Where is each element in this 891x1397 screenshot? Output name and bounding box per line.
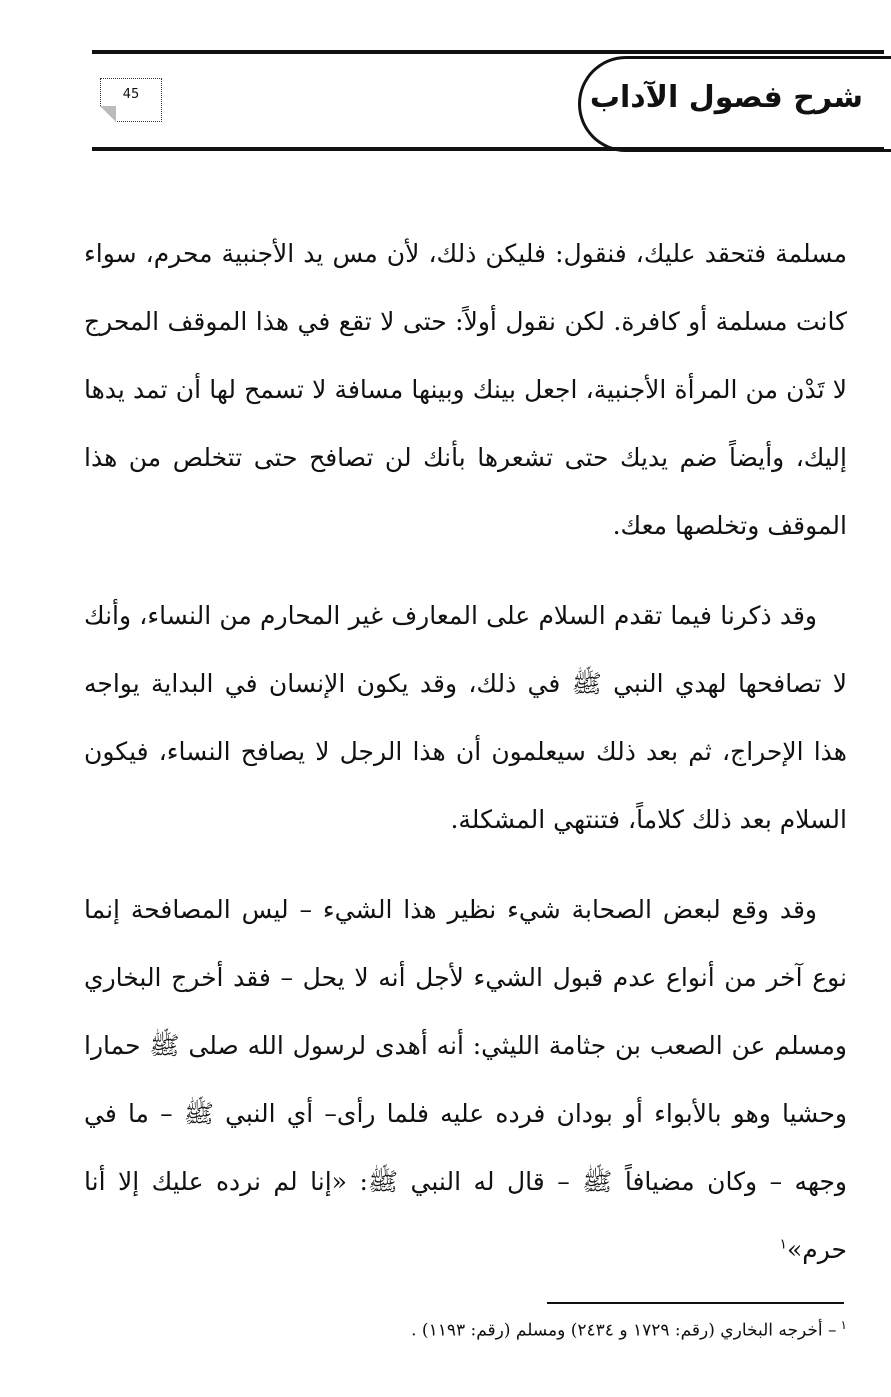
footnote-separator: [547, 1302, 844, 1304]
paragraph-1: [84, 220, 847, 560]
footnote-marker: ١: [840, 1318, 847, 1332]
paragraph-2-text: وقد ذكرنا فيما تقدم السلام على المعارف غير المحارم من النساء، وأنك لا تصافحها لهدي النبي ﷺ في ذلك، وقد يكون الإنسان في البداية يواجه هذا الإحراج، ثم بعد ذلك سيعلمون أن هذا الرجل لا يصافح النساء، فيكون السلام بعد ذلك كلاماً، فتنتهي المشكلة.: [84, 601, 847, 834]
paragraph-2: [84, 582, 847, 854]
page-title: شرح فصول الآداب: [589, 80, 863, 115]
page-curl-icon: [100, 106, 116, 122]
header-bottom-rule: [92, 147, 884, 151]
body-text: [84, 220, 847, 1306]
paragraph-3: [84, 876, 847, 1284]
header-top-rule: [92, 50, 884, 54]
page-number: 45: [122, 87, 140, 102]
page-number-badge: [100, 78, 162, 122]
paragraph-3-text: وقد وقع لبعض الصحابة شيء نظير هذا الشيء – ليس المصافحة إنما نوع آخر من أنواع عدم قبول الشيء لأجل أنه لا يحل – فقد أخرج البخاري ومسلم عن الصعب بن جثامة الليثي: أنه أهدى لرسول الله صلى ﷺ حمارا وحشيا وهو بالأبواء أو بودان فرده عليه فلما رأى– أي النبي ﷺ – ما في وجهه – وكان مضيافاً ﷺ – قال له النبي ﷺ: «إنا لم نرده عليك إلا أنا حرم»: [84, 895, 847, 1264]
footnote-reference: ١: [779, 1236, 787, 1253]
paragraph-1-text: مسلمة فتحقد عليك، فنقول: فليكن ذلك، لأن مس يد الأجنبية محرم، سواء كانت مسلمة أو كافرة. لكن نقول أولاً: حتى لا تقع في هذا الموقف المحرج لا تَدْن من المرأة الأجنبية، اجعل بينك وبينها مسافة لا تسمح لها أن تمد يدها إليك، وأيضاً ضم يديك حتى تشعرها بأنك لن تصافح حتى تتخلص من هذا الموقف وتخلصها معك.: [84, 239, 847, 540]
footnote: [411, 1318, 847, 1341]
footnote-text: – أخرجه البخاري (رقم: ١٧٢٩ و ٢٤٣٤) ومسلم (رقم: ١١٩٣) .: [411, 1320, 837, 1341]
